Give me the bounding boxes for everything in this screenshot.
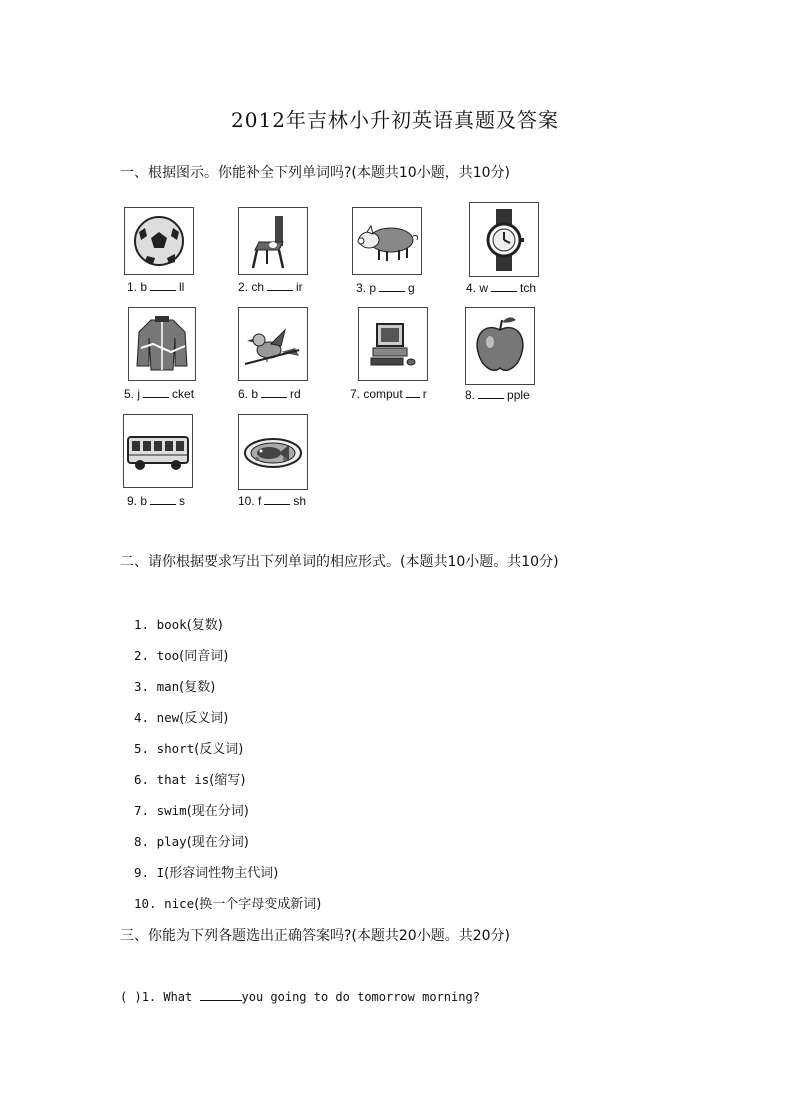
section-3-heading: 三、你能为下列各题选出正确答案吗?(本题共20小题。共20分) bbox=[120, 928, 510, 944]
caption-5: 5. j cket bbox=[124, 387, 195, 401]
bus-picture bbox=[123, 414, 193, 488]
caption-3: 3. p g bbox=[356, 281, 415, 295]
jacket-icon bbox=[129, 308, 195, 380]
bird-picture bbox=[238, 307, 308, 381]
answer-blank[interactable] bbox=[200, 990, 242, 1001]
fish-icon bbox=[239, 415, 307, 489]
apple-icon bbox=[466, 308, 534, 384]
ball-picture bbox=[124, 207, 194, 275]
page-title: 2012年吉林小升初英语真题及答案 bbox=[231, 108, 559, 132]
chair-picture bbox=[238, 207, 308, 275]
caption-10: 10. f sh bbox=[238, 494, 307, 508]
ball-icon bbox=[125, 208, 193, 274]
list-item: 2. too(同音词) bbox=[134, 648, 229, 664]
fish-picture bbox=[238, 414, 308, 490]
pig-icon bbox=[353, 208, 421, 274]
list-item: 4. new(反义词) bbox=[134, 710, 229, 726]
caption-2: 2. ch ir bbox=[238, 280, 303, 294]
watch-picture bbox=[469, 202, 539, 277]
apple-picture bbox=[465, 307, 535, 385]
caption-7: 7. comput r bbox=[350, 387, 427, 401]
list-item: 6. that is(缩写) bbox=[134, 772, 246, 788]
caption-6: 6. b rd bbox=[238, 387, 301, 401]
caption-8: 8. pple bbox=[465, 388, 530, 402]
list-item: 10. nice(换一个字母变成新词) bbox=[134, 896, 322, 912]
list-item: 3. man(复数) bbox=[134, 679, 216, 695]
bus-icon bbox=[124, 415, 192, 487]
caption-1: 1. b ll bbox=[127, 280, 185, 294]
section-2-heading: 二、请你根据要求写出下列单词的相应形式。(本题共10小题。共10分) bbox=[120, 554, 559, 570]
computer-icon bbox=[359, 308, 427, 380]
list-item: 5. short(反义词) bbox=[134, 741, 244, 757]
computer-picture bbox=[358, 307, 428, 381]
list-item: 7. swim(现在分词) bbox=[134, 803, 249, 819]
question-1: ( )1. What you going to do tomorrow morning? bbox=[120, 990, 480, 1004]
section-1-heading: 一、根据图示。你能补全下列单词吗?(本题共10小题，共10分) bbox=[120, 165, 510, 181]
caption-9: 9. b s bbox=[127, 494, 186, 508]
jacket-picture bbox=[128, 307, 196, 381]
bird-icon bbox=[239, 308, 307, 380]
pig-picture bbox=[352, 207, 422, 275]
caption-4: 4. w tch bbox=[466, 281, 537, 295]
list-item: 1. book(复数) bbox=[134, 617, 223, 633]
watch-icon bbox=[470, 203, 538, 276]
list-item: 9. I(形容词性物主代词) bbox=[134, 865, 279, 881]
list-item: 8. play(现在分词) bbox=[134, 834, 249, 850]
chair-icon bbox=[239, 208, 307, 274]
